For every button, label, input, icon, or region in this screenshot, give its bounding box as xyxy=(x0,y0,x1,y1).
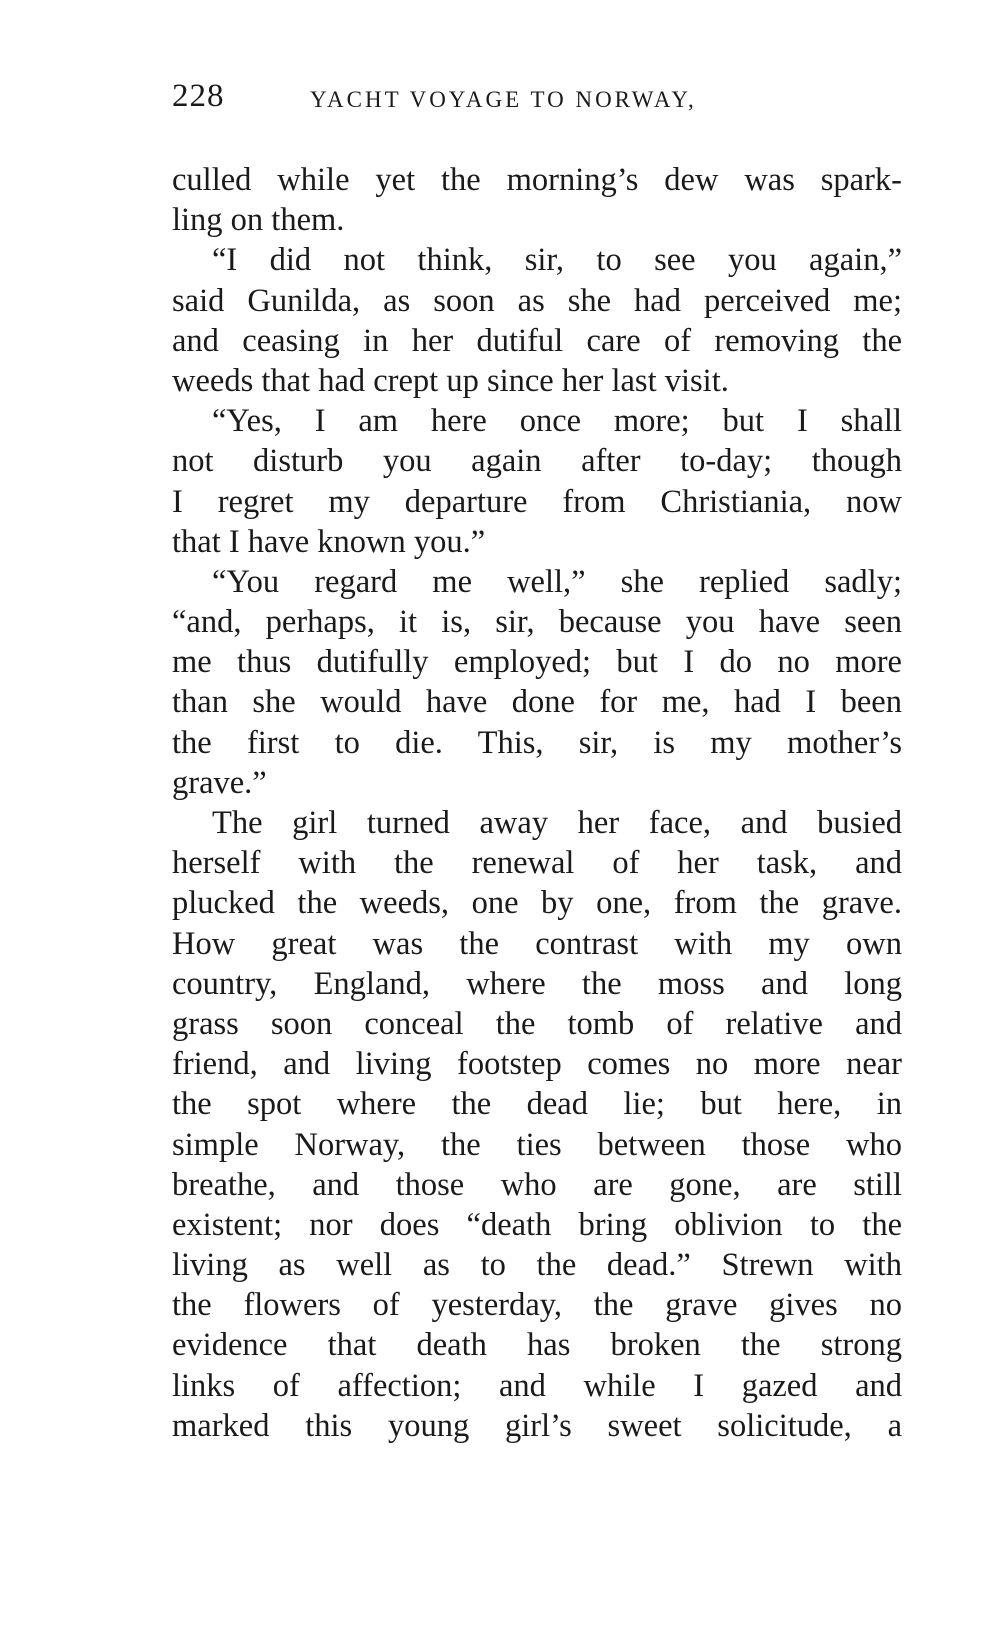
text-line: country, England, where the moss and long xyxy=(172,965,902,1002)
body-text xyxy=(172,160,902,1446)
text-line: the first to die. This, sir, is my mother’s xyxy=(172,724,902,761)
text-line: breathe, and those who are gone, are still xyxy=(172,1166,902,1203)
running-head: YACHT VOYAGE TO NORWAY, xyxy=(310,87,697,112)
text-line: the spot where the dead lie; but here, in xyxy=(172,1086,902,1123)
text-line: that I have known you.” xyxy=(172,523,486,560)
text-line: links of affection; and while I gazed and xyxy=(172,1367,902,1404)
text-line: culled while yet the morning’s dew was spark- xyxy=(172,162,902,198)
text-line: marked this young girl’s sweet solicitude, a xyxy=(172,1407,902,1444)
text-line: existent; nor does “death bring oblivion to the xyxy=(172,1206,902,1243)
page-header xyxy=(172,78,902,118)
page-number: 228 xyxy=(172,78,225,114)
text-line: grave.” xyxy=(172,764,267,801)
text-line: “I did not think, sir, to see you again,” xyxy=(212,242,902,279)
text-line: “You regard me well,” she replied sadly; xyxy=(212,563,902,600)
text-line: and ceasing in her dutiful care of removing the xyxy=(172,322,902,359)
text-line: not disturb you again after to-day; though xyxy=(172,443,902,480)
text-line: friend, and living footstep comes no more near xyxy=(172,1046,902,1083)
text-line: grass soon conceal the tomb of relative and xyxy=(172,1005,902,1042)
text-line: evidence that death has broken the strong xyxy=(172,1327,902,1364)
text-line: I regret my departure from Christiania, now xyxy=(172,483,902,520)
text-line: said Gunilda, as soon as she had perceived me; xyxy=(172,282,902,319)
text-line: “and, perhaps, it is, sir, because you have seen xyxy=(172,604,902,641)
text-line: the flowers of yesterday, the grave gives no xyxy=(172,1287,902,1324)
text-line: me thus dutifully employed; but I do no more xyxy=(172,644,902,681)
text-line: plucked the weeds, one by one, from the grave. xyxy=(172,885,902,922)
text-line: How great was the contrast with my own xyxy=(172,925,902,962)
text-line: living as well as to the dead.” Strewn with xyxy=(172,1247,902,1284)
text-line: weeds that had crept up since her last visit. xyxy=(172,362,729,399)
text-line: The girl turned away her face, and busied xyxy=(212,805,902,841)
text-line: “Yes, I am here once more; but I shall xyxy=(212,403,902,440)
text-line: herself with the renewal of her task, and xyxy=(172,845,902,882)
text-line: simple Norway, the ties between those who xyxy=(172,1126,902,1163)
text-line: ling on them. xyxy=(172,202,345,239)
text-line: than she would have done for me, had I been xyxy=(172,684,902,721)
